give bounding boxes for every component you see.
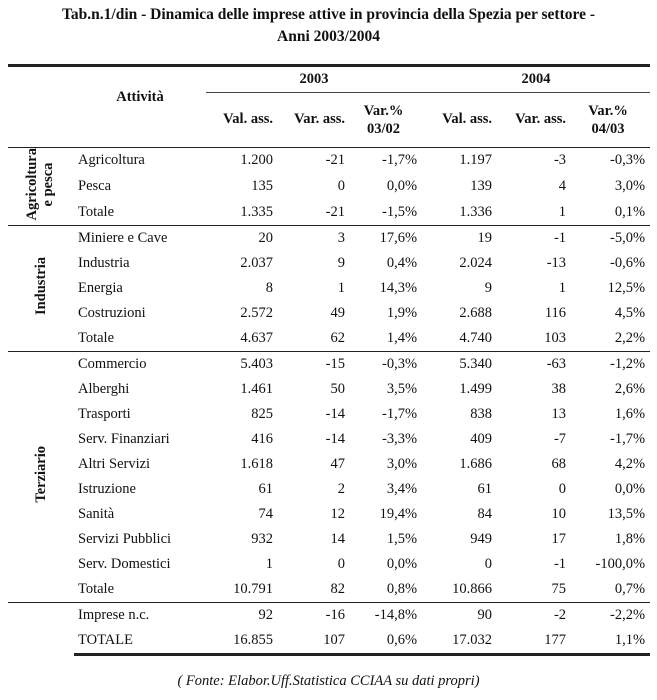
row-label: Totale bbox=[78, 329, 115, 346]
cell-value: 2,6% bbox=[614, 380, 646, 397]
cell-value: 116 bbox=[544, 304, 567, 321]
cell-value: 1,8% bbox=[614, 530, 646, 547]
cell-value: 17,6% bbox=[350, 225, 422, 251]
cell-value: 1.461 bbox=[240, 380, 273, 397]
row-label: Costruzioni bbox=[78, 304, 146, 321]
row-label: Industria bbox=[78, 254, 130, 271]
table-row bbox=[8, 251, 650, 276]
cell-value: 3,0% bbox=[614, 177, 646, 194]
cell-value: -63 bbox=[497, 351, 571, 377]
header-year-2004: 2004 bbox=[422, 66, 650, 93]
header-year-row bbox=[8, 66, 650, 93]
cell-value: -21 bbox=[278, 147, 350, 173]
cell-value: 68 bbox=[551, 455, 567, 472]
cell-value: -2,2% bbox=[571, 602, 650, 628]
table-row bbox=[8, 147, 650, 173]
cell-value: 84 bbox=[477, 505, 493, 522]
group-label-cell bbox=[8, 147, 74, 225]
cell-value: -21 bbox=[325, 203, 345, 220]
cell-value: 1.499 bbox=[459, 380, 493, 397]
cell-value: 61 bbox=[258, 480, 273, 497]
table-row bbox=[8, 577, 650, 603]
table-row bbox=[8, 628, 650, 655]
cell-value: 12 bbox=[330, 505, 345, 522]
cell-value: 2.572 bbox=[240, 304, 273, 321]
row-label: Trasporti bbox=[78, 405, 131, 422]
cell-value: 1 bbox=[265, 555, 273, 572]
table-title bbox=[0, 4, 657, 48]
cell-value: -1 bbox=[553, 555, 567, 572]
table-row bbox=[8, 351, 650, 377]
table-row bbox=[8, 199, 650, 225]
cell-value: -14,8% bbox=[350, 602, 422, 628]
cell-value: -2 bbox=[497, 602, 571, 628]
source-note: ( Fonte: Elabor.Uff.Statistica CCIAA su dati propri) bbox=[177, 673, 480, 689]
cell-value: 949 bbox=[470, 530, 493, 547]
cell-value: 4,5% bbox=[614, 304, 646, 321]
cell-value: 20 bbox=[206, 225, 278, 251]
cell-value: 409 bbox=[470, 430, 493, 447]
row-label: Miniere e Cave bbox=[74, 225, 206, 251]
cell-value: 1.686 bbox=[459, 455, 493, 472]
table-row bbox=[8, 276, 650, 301]
cell-value: 61 bbox=[477, 480, 493, 497]
header-activity: Attività bbox=[74, 66, 206, 148]
cell-value: 90 bbox=[422, 602, 497, 628]
row-label: Istruzione bbox=[78, 480, 136, 497]
group-label: Terziario bbox=[33, 446, 49, 503]
cell-value: 825 bbox=[251, 405, 273, 422]
cell-value: -15 bbox=[278, 351, 350, 377]
cell-value: 47 bbox=[330, 455, 345, 472]
cell-value: 82 bbox=[330, 580, 345, 597]
table-row bbox=[8, 225, 650, 251]
cell-value: 1,4% bbox=[386, 329, 418, 346]
cell-value: -100,0% bbox=[595, 555, 646, 572]
row-label: Totale bbox=[78, 580, 115, 597]
cell-value: 0,7% bbox=[614, 580, 646, 597]
cell-value: 103 bbox=[544, 329, 567, 346]
cell-value: 838 bbox=[470, 405, 493, 422]
header-var-ass-2004: Var. ass. bbox=[497, 93, 571, 148]
table-row bbox=[8, 477, 650, 502]
header-val-ass-2003: Val. ass. bbox=[206, 93, 278, 148]
cell-value: 50 bbox=[330, 380, 345, 397]
cell-value: 0 bbox=[337, 177, 345, 194]
title-line-1: Tab.n.1/din - Dinamica delle imprese attive in provincia della Spezia per settore - bbox=[61, 6, 596, 23]
cell-value: 416 bbox=[251, 430, 273, 447]
cell-value: 38 bbox=[551, 380, 567, 397]
cell-value: -1 bbox=[497, 225, 571, 251]
group-label-cell bbox=[8, 602, 74, 654]
cell-value: 139 bbox=[470, 177, 493, 194]
header-var-pct-2004: Var.% 04/03 bbox=[571, 93, 650, 148]
cell-value: -0,6% bbox=[610, 254, 646, 271]
cell-value: 2 bbox=[337, 480, 345, 497]
cell-value: -1,2% bbox=[571, 351, 650, 377]
cell-value: -16 bbox=[278, 602, 350, 628]
cell-value: -0,3% bbox=[350, 351, 422, 377]
cell-value: 1 bbox=[558, 279, 567, 296]
cell-value: -1,7% bbox=[610, 430, 646, 447]
table-row bbox=[8, 301, 650, 326]
group-label: Agricoltura e pesca bbox=[24, 147, 56, 220]
cell-value: 0,1% bbox=[614, 203, 646, 220]
cell-value: 2.688 bbox=[459, 304, 493, 321]
cell-value: 4.740 bbox=[459, 329, 493, 346]
data-table bbox=[8, 64, 650, 656]
table-row bbox=[8, 402, 650, 427]
cell-value: 1,5% bbox=[386, 530, 418, 547]
row-label: Totale bbox=[78, 203, 115, 220]
cell-value: 1.336 bbox=[459, 203, 493, 220]
cell-value: 9 bbox=[484, 279, 493, 296]
cell-value: 4.637 bbox=[240, 329, 273, 346]
row-label: Servizi Pubblici bbox=[78, 530, 172, 547]
cell-value: 13,5% bbox=[607, 505, 646, 522]
cell-value: 74 bbox=[258, 505, 273, 522]
cell-value: 62 bbox=[330, 329, 345, 346]
cell-value: 3,0% bbox=[386, 455, 418, 472]
row-label: Energia bbox=[78, 279, 123, 296]
cell-value: 0,0% bbox=[386, 555, 418, 572]
cell-value: -5,0% bbox=[571, 225, 650, 251]
cell-value: 0 bbox=[337, 555, 345, 572]
cell-value: 17.032 bbox=[422, 628, 497, 655]
cell-value: -14 bbox=[325, 405, 345, 422]
cell-value: 9 bbox=[337, 254, 345, 271]
title-line-2: Anni 2003/2004 bbox=[277, 28, 380, 45]
header-var-pct-2003: Var.% 03/02 bbox=[350, 93, 422, 148]
cell-value: 5.340 bbox=[422, 351, 497, 377]
table-row bbox=[8, 552, 650, 577]
cell-value: 4 bbox=[558, 177, 567, 194]
cell-value: -14 bbox=[325, 430, 345, 447]
cell-value: 12,5% bbox=[607, 279, 646, 296]
header-year-2003: 2003 bbox=[206, 66, 422, 93]
row-label: Serv. Finanziari bbox=[78, 430, 170, 447]
row-label: Altri Servizi bbox=[78, 455, 151, 472]
cell-value: -1,7% bbox=[381, 405, 418, 422]
cell-value: 10.866 bbox=[452, 580, 493, 597]
row-label: Alberghi bbox=[78, 380, 130, 397]
cell-value: 0,4% bbox=[386, 254, 418, 271]
cell-value: -13 bbox=[546, 254, 567, 271]
cell-value: 14,3% bbox=[379, 279, 418, 296]
cell-value: 14 bbox=[330, 530, 345, 547]
cell-value: 2.024 bbox=[459, 254, 493, 271]
row-label: Commercio bbox=[74, 351, 206, 377]
cell-value: -7 bbox=[553, 430, 567, 447]
cell-value: -3 bbox=[497, 147, 571, 173]
header-val-ass-2004: Val. ass. bbox=[422, 93, 497, 148]
cell-value: 13 bbox=[551, 405, 567, 422]
table-row bbox=[8, 452, 650, 477]
cell-value: 0,6% bbox=[350, 628, 422, 655]
cell-value: 0 bbox=[558, 480, 567, 497]
cell-value: 10 bbox=[551, 505, 567, 522]
cell-value: 107 bbox=[278, 628, 350, 655]
cell-value: 1.200 bbox=[206, 147, 278, 173]
cell-value: 3,4% bbox=[386, 480, 418, 497]
cell-value: 3 bbox=[278, 225, 350, 251]
cell-value: 1.618 bbox=[240, 455, 273, 472]
table-row bbox=[8, 326, 650, 352]
table-row bbox=[8, 502, 650, 527]
cell-value: 1 bbox=[558, 203, 567, 220]
cell-value: 75 bbox=[551, 580, 567, 597]
cell-value: -0,3% bbox=[571, 147, 650, 173]
cell-value: 16.855 bbox=[206, 628, 278, 655]
row-label: Pesca bbox=[78, 177, 112, 194]
table-row bbox=[8, 427, 650, 452]
group-label: Industria bbox=[33, 256, 49, 315]
group-label-cell bbox=[8, 351, 74, 602]
cell-value: 1,9% bbox=[386, 304, 418, 321]
table-row bbox=[8, 377, 650, 402]
cell-value: 932 bbox=[251, 530, 273, 547]
cell-value: 0,0% bbox=[386, 177, 418, 194]
row-label: TOTALE bbox=[74, 628, 206, 655]
cell-value: 19 bbox=[422, 225, 497, 251]
table-row bbox=[8, 173, 650, 199]
cell-value: 17 bbox=[551, 530, 567, 547]
cell-value: 0 bbox=[484, 555, 493, 572]
cell-value: 1.197 bbox=[422, 147, 497, 173]
cell-value: 2,2% bbox=[614, 329, 646, 346]
row-label: Serv. Domestici bbox=[78, 555, 171, 572]
cell-value: -3,3% bbox=[381, 430, 418, 447]
group-label-cell bbox=[8, 225, 74, 351]
table-row bbox=[8, 602, 650, 628]
cell-value: 5.403 bbox=[206, 351, 278, 377]
cell-value: 1 bbox=[337, 279, 345, 296]
row-label: Imprese n.c. bbox=[74, 602, 206, 628]
cell-value: 2.037 bbox=[240, 254, 273, 271]
cell-value: 177 bbox=[497, 628, 571, 655]
table-body bbox=[8, 147, 650, 654]
cell-value: 0,0% bbox=[614, 480, 646, 497]
cell-value: 19,4% bbox=[379, 505, 418, 522]
cell-value: -1,5% bbox=[381, 203, 418, 220]
cell-value: 92 bbox=[206, 602, 278, 628]
cell-value: 1.335 bbox=[240, 203, 273, 220]
cell-value: 135 bbox=[251, 177, 273, 194]
cell-value: 10.791 bbox=[233, 580, 273, 597]
cell-value: 1,6% bbox=[614, 405, 646, 422]
row-label: Agricoltura bbox=[74, 147, 206, 173]
cell-value: 8 bbox=[265, 279, 273, 296]
table-row bbox=[8, 527, 650, 552]
cell-value: 49 bbox=[330, 304, 345, 321]
cell-value: 4,2% bbox=[614, 455, 646, 472]
header-var-ass-2003: Var. ass. bbox=[278, 93, 350, 148]
cell-value: 1,1% bbox=[571, 628, 650, 655]
cell-value: 3,5% bbox=[386, 380, 418, 397]
cell-value: 0,8% bbox=[386, 580, 418, 597]
row-label: Sanità bbox=[78, 505, 115, 522]
cell-value: -1,7% bbox=[350, 147, 422, 173]
